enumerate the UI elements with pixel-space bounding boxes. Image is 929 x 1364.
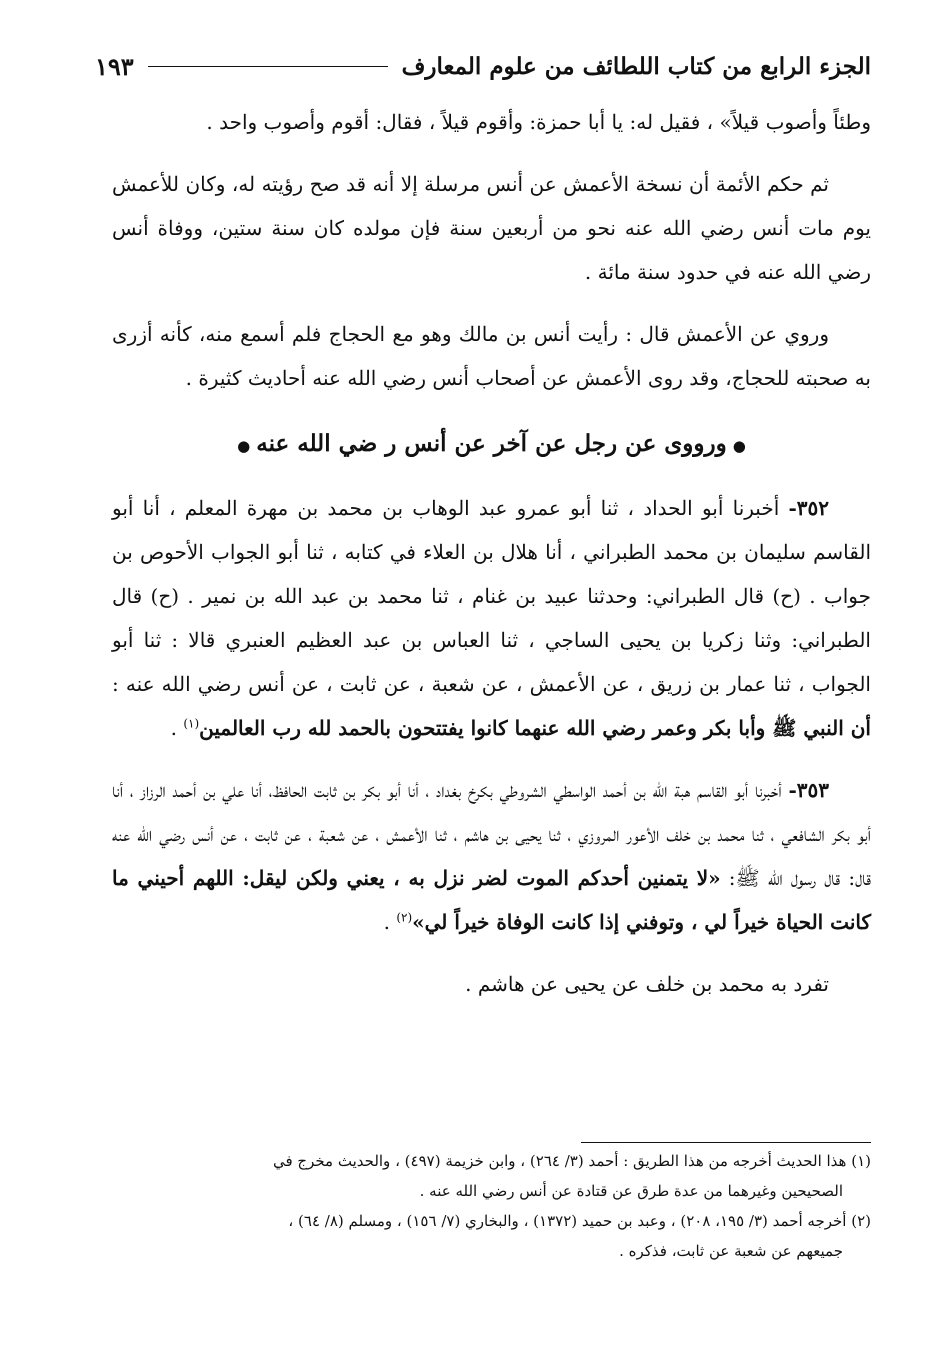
hadith-end: . <box>170 716 184 740</box>
bullet-icon: ● <box>732 437 746 455</box>
footnote-1-line-1: (١) هذا الحديث أخرجه من هذا الطريق : أحمد (٣/ ٢٦٤) ، وابن خزيمة (٤٩٧) ، والحديث مخرج في <box>272 1152 871 1170</box>
main-text <box>112 100 871 1024</box>
paragraph-3: وروي عن الأعمش قال : رأيت أنس بن مالك وهو مع الحجاج فلم أسمع منه، كأنه أزرى به صحبته للحجاج، وقد روى الأعمش عن أصحاب أنس رضي الله عنه أحاديث كثيرة . <box>112 322 871 390</box>
hadith-end: . <box>383 910 397 934</box>
running-header <box>95 44 871 88</box>
page-number: ١٩٣ <box>95 51 134 81</box>
closing-note: تفرد به محمد بن خلف عن يحيى عن هاشم . <box>465 972 829 996</box>
bullet-icon: ● <box>237 437 251 455</box>
hadith-352 <box>112 486 871 750</box>
footnote-2-line-2: جميعهم عن شعبة عن ثابت، فذكره . <box>619 1242 843 1260</box>
hadith-353 <box>112 768 871 944</box>
header-rule <box>148 66 388 67</box>
footnote-ref[interactable]: (١) <box>183 716 200 731</box>
footnote-ref[interactable]: (٢) <box>396 910 413 925</box>
hadith-isnad: أخبرنا أبو القاسم هبة الله بن أحمد الواسطي الشروطي بكرخ بغداد ، أنا أبو بكر بن ثابت الحافظ، أنا علي بن أحمد الرزاز ، أنا أبو بكر الشافعي ، ثنا محمد بن خلف الأعور المروزي ، ثنا يحيى بن هاشم ، ثنا الأعمش ، عن شعبة ، عن ثابت ، عن أنس رضي الله عنه قال: قال رسول الله ﷺ: <box>112 778 871 890</box>
hadith-number: ٣٥٢- <box>788 496 829 520</box>
paragraph-2: ثم حكم الأئمة أن نسخة الأعمش عن أنس مرسلة إلا أنه قد صح رؤيته له، وكان للأعمش يوم مات أنس رضي الله عنه نحو من أربعين سنة فإن مولده كان سنة ستين، ووفاة أنس رضي الله عنه في حدود سنة مائة . <box>112 172 871 284</box>
footnotes <box>112 1146 871 1266</box>
footnote-2-line-1: (٢) أخرجه أحمد (٣/ ١٩٥، ٢٠٨) ، وعبد بن حميد (١٣٧٢) ، والبخاري (٧/ ١٥٦) ، ومسلم (٨/ ٦٤) ، <box>288 1212 871 1230</box>
hadith-matn: «لا يتمنين أحدكم الموت لضر نزل به ، يعني ولكن ليقل: اللهم أحيني ما كانت الحياة خيراً لي ، وتوفني إذا كانت الوفاة خيراً لي» <box>112 866 871 934</box>
hadith-number: ٣٥٣- <box>788 778 829 802</box>
section-heading-text: ورووى عن رجل عن آخر عن أنس ر ضي الله عنه <box>256 430 727 457</box>
paragraph-1: وطئاً وأصوب قيلاً» ، فقيل له: يا أبا حمزة: وأقوم قيلاً ، فقال: أقوم وأصوب واحد . <box>206 110 871 134</box>
hadith-isnad: أخبرنا أبو الحداد ، ثنا أبو عمرو عبد الوهاب بن محمد بن مهرة المعلم ، أنا أبو القاسم سليمان بن محمد الطبراني ، أنا هلال بن العلاء في كتابه ، ثنا أبو الجواب الأحوص بن جواب . (ح) قال الطبراني: وحدثنا عبيد بن غنام ، ثنا محمد بن عبد الله بن نمير . (ح) قال الطبراني: وثنا زكريا بن يحيى الساجي ، ثنا العباس بن عبد العظيم العنبري قالا : ثنا أبو الجواب ، ثنا عمار بن زريق ، عن الأعمش ، عن شعبة ، عن ثابت ، عن أنس رضي الله عنه : <box>112 496 871 696</box>
hadith-matn: أن النبي ﷺ وأبا بكر وعمر رضي الله عنهما كانوا يفتتحون بالحمد لله رب العالمين <box>199 716 871 740</box>
header-title: الجزء الرابع من كتاب اللطائف من علوم المعارف <box>401 52 871 80</box>
section-heading <box>112 422 871 468</box>
footnote-1-line-2: الصحيحين وغيرهما من عدة طرق عن قتادة عن أنس رضي الله عنه . <box>419 1182 843 1200</box>
footnote-rule <box>581 1142 871 1143</box>
